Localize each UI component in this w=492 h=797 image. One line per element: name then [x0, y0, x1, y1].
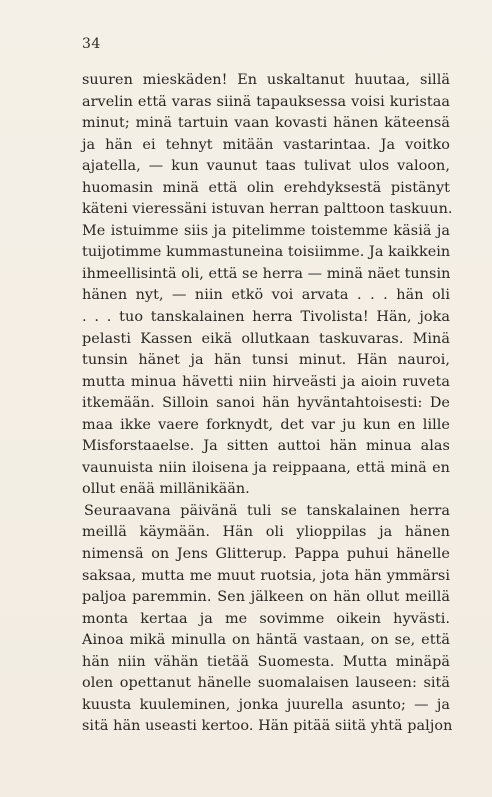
- text-line: ollut enää millänikään.: [82, 481, 250, 498]
- text-line: meillä käymään. Hän oli ylioppilas ja hänen: [82, 524, 450, 541]
- text-line: ajatella, — kun vaunut taas tulivat ulos valoon,: [82, 158, 450, 175]
- text-line: nimensä on Jens Glitterup. Pappa puhui hänelle: [82, 546, 450, 563]
- text-line: minut; minä tartuin vaan kovasti hänen käteensä: [82, 115, 450, 132]
- text-line: Ainoa mikä minulla on häntä vastaan, on se, että: [82, 632, 450, 649]
- text-line: Seuraavana päivänä tuli se tanskalainen herra: [84, 502, 450, 519]
- text-line: sitä hän useasti kertoo. Hän pitää siitä yhtä paljon: [82, 718, 453, 735]
- page-number: 34: [82, 36, 101, 52]
- body-text: [82, 70, 453, 738]
- text-line: maa ikke vaere forknydt, det var ju kun en lille: [82, 416, 450, 433]
- text-line: hänen nyt, — niin etkö voi arvata . . . hän oli: [82, 287, 450, 304]
- text-line: suuren mieskäden! En uskaltanut huutaa, sillä: [82, 72, 450, 88]
- text-line: itkemään. Silloin sanoi hän hyväntahtoisesti: De: [82, 395, 450, 412]
- text-line: Misforstaaelse. Ja sitten auttoi hän minua alas: [82, 438, 450, 455]
- text-line: olen opettanut hänelle suomalaisen lauseen: sitä: [82, 675, 450, 692]
- text-line: hän niin vähän tietää Suomesta. Mutta minäpä: [82, 653, 450, 670]
- text-line: vaunuista niin iloisena ja reippaana, että minä en: [82, 459, 450, 476]
- text-line: . . . tuo tanskalainen herra Tivolista! Hän, joka: [82, 309, 450, 326]
- text-line: ja hän ei tehnyt mitään vastarintaa. Ja voitko: [82, 136, 450, 153]
- text-line: tuijotimme kummastuneina toisiimme. Ja kaikkein: [82, 244, 451, 261]
- text-line: kuusta kuuleminen, jonka juurella asunto; — ja: [82, 696, 450, 713]
- text-line: huomasin minä että olin erehdyksestä pistänyt: [82, 179, 450, 196]
- text-line: Me istuimme siis ja pitelimme toistemme käsiä ja: [82, 222, 450, 239]
- text-line: mutta minua hävetti niin hirveästi ja aioin ruveta: [82, 373, 450, 390]
- text-line: ihmeellisintä oli, että se herra — minä näet tunsin: [82, 265, 451, 282]
- text-line: saksaa, mutta me muut ruotsia, jota hän ymmärsi: [82, 567, 450, 584]
- text-line: paljoa paremmin. Sen jälkeen on hän ollut meillä: [82, 589, 450, 606]
- text-line: pelasti Kassen eikä ollutkaan taskuvaras. Minä: [82, 330, 450, 347]
- text-line: arvelin että varas siinä tapauksessa voisi kuristaa: [82, 93, 450, 110]
- text-line: tunsin hänet ja hän tunsi minut. Hän nauroi,: [82, 352, 450, 369]
- text-line: käteni vieressäni istuvan herran palttoon taskuun.: [82, 201, 453, 218]
- text-line: monta kertaa ja me sovimme oikein hyvästi.: [82, 610, 450, 627]
